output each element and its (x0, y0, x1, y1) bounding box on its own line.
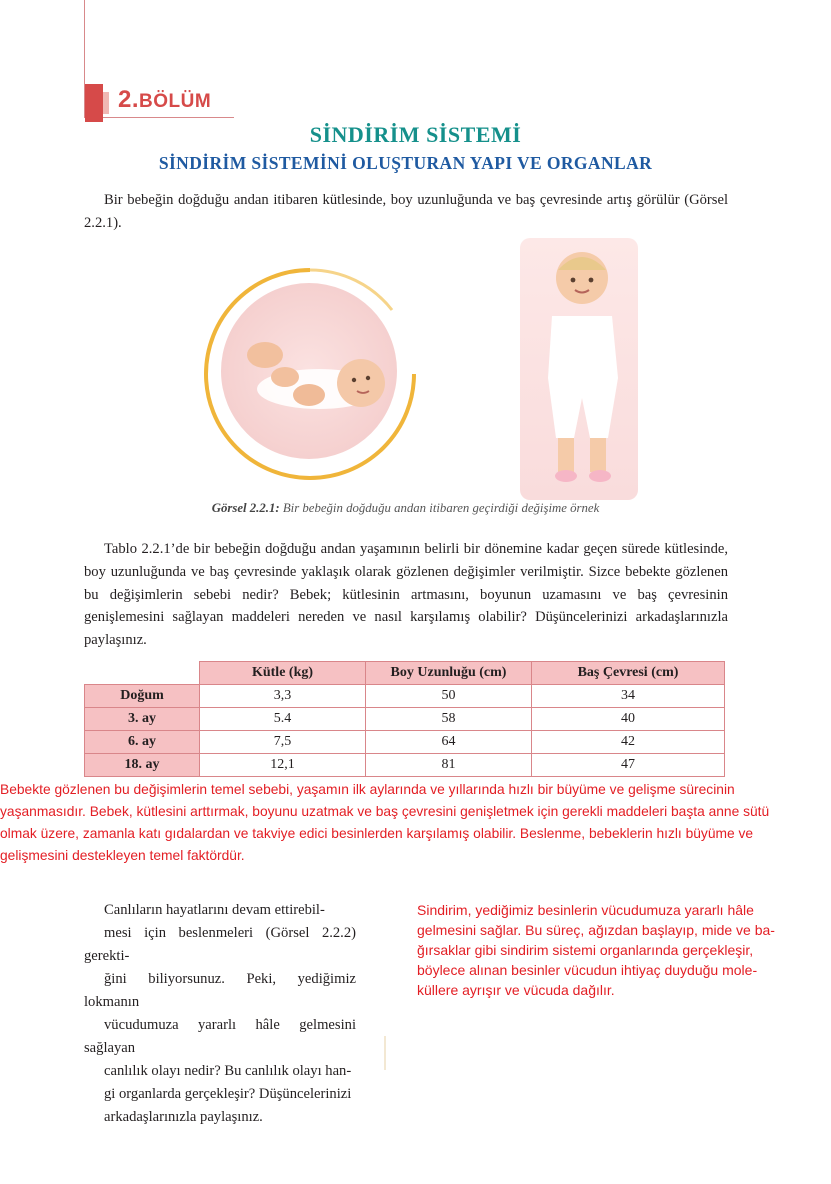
table-cell: 5.4 (200, 708, 366, 731)
paragraph-line: ğini biliyorsunuz. Peki, yediğimiz lokmanın (84, 971, 356, 1010)
table-row (85, 754, 725, 777)
table-cell: 3,3 (200, 685, 366, 708)
table-cell: 40 (532, 708, 725, 731)
answer-line: ğırsaklar gibi sindirim sistemi organlarında gerçekleşir, (417, 942, 754, 958)
page-title: SİNDİRİM SİSTEMİ (309, 122, 522, 147)
column-header: Baş Çevresi (cm) (532, 662, 725, 685)
chapter-heading (118, 86, 211, 114)
answer-line: olmak üzere, zamanla katı gıdalardan ve takviye edici besinlerden karşılamış olabilir. Beslenme, bebeklerin hızlı büyüme ve (0, 826, 754, 841)
row-header: 6. ay (85, 731, 200, 754)
table-cell: 81 (366, 754, 532, 777)
chapter-label: BÖLÜM (139, 91, 212, 112)
chapter-number: 2. (118, 86, 140, 113)
table-cell: 50 (366, 685, 532, 708)
column-header: Kütle (kg) (200, 662, 366, 685)
question-paragraph: Tablo 2.2.1’de bir bebeğin doğduğu andan yaşamının belirli bir dönemine kadar geçen sürede kütlesinde, boy uzunluğunda ve baş çevresinde yaklaşık olarak gözlenen değişimler verilmiştir. Sizce bebekte gözlenen bu değişimlerin sebebi nedir? Bebek; kütlesinin artmasını, boyunun uzamasını ve baş çevresinin genişlemesini sağlayan maddeleri nereden ve nasıl karşılamış olabilir? Düşüncelerinizi arkadaşlarınızla paylaşınız. (84, 541, 728, 649)
figure-caption (0, 501, 811, 516)
table-cell: 7,5 (200, 731, 366, 754)
answer-line: gelişmesini destekleyen temel faktördür. (0, 848, 245, 863)
row-header: 3. ay (85, 708, 200, 731)
paragraph-line: canlılık olayı nedir? Bu canlılık olayı han- (104, 1063, 352, 1079)
growth-table (84, 661, 725, 777)
paragraph-line: Canlıların hayatlarını devam ettirebil- (104, 902, 325, 918)
section-title: SİNDİRİM SİSTEMİNİ OLUŞTURAN YAPI VE ORGANLAR (158, 153, 653, 173)
caption-label: Görsel 2.2.1: (211, 501, 280, 515)
table-row (85, 708, 725, 731)
table-cell: 58 (366, 708, 532, 731)
table-row (85, 685, 725, 708)
table-cell: 47 (532, 754, 725, 777)
paragraph-line: gi organlarda gerçekleşir? Düşüncelerinizi (104, 1086, 352, 1102)
table-corner (85, 662, 200, 685)
answer-line: Bebekte gözlenen bu değişimlerin temel sebebi, yaşamın ilk aylarında ve yıllarında hızlı bir büyüme ve gelişme sürecinin (0, 782, 735, 797)
answer-line: gelmesini sağlar. Bu süreç, ağızdan başlayıp, mide ve ba- (417, 922, 775, 938)
answer-line: yaşanmasıdır. Bebek, kütlesini arttırmak, boyunu uzatmak ve baş çevresini genişletmek için gerekli maddeleri başta anne sütü (0, 804, 770, 819)
answer-text-2 (417, 900, 797, 1000)
chapter-marker (85, 84, 103, 122)
row-header: 18. ay (85, 754, 200, 777)
digestion-question-paragraph (84, 899, 356, 1129)
answer-line: küllere ayrışır ve vücuda dağılır. (417, 982, 615, 998)
intro-paragraph: Bir bebeğin doğduğu andan itibaren kütlesinde, boy uzunluğunda ve baş çevresinde artış görülür (Görsel 2.2.1). (84, 192, 728, 231)
table-cell: 42 (532, 731, 725, 754)
caption-text: Bir bebeğin doğduğu andan itibaren geçirdiği değişime örnek (282, 501, 600, 515)
progress-ring (202, 266, 418, 482)
decorative-mark (384, 1036, 386, 1070)
baby-standing-icon (520, 238, 638, 500)
table-row (85, 731, 725, 754)
paragraph-line: mesi için beslenmeleri (Görsel 2.2.2) gerekti- (84, 925, 356, 964)
margin-rule-horizontal (84, 117, 234, 118)
answer-line: Sindirim, yediğimiz besinlerin vücudumuza yararlı hâle (417, 902, 754, 918)
table-header-row (85, 662, 725, 685)
paragraph-line: arkadaşlarınızla paylaşınız. (104, 1109, 263, 1125)
paragraph-line: vücudumuza yararlı hâle gelmesini sağlayan (84, 1017, 356, 1056)
answer-line: böylece alınan besinler vücudun ihtiyaç duyduğu mole- (417, 962, 758, 978)
baby-standing-photo (520, 238, 638, 500)
answer-text-1 (0, 779, 831, 867)
table-cell: 64 (366, 731, 532, 754)
chapter-marker-accent (103, 92, 109, 114)
row-header: Doğum (85, 685, 200, 708)
column-header: Boy Uzunluğu (cm) (366, 662, 532, 685)
table-cell: 12,1 (200, 754, 366, 777)
table-cell: 34 (532, 685, 725, 708)
